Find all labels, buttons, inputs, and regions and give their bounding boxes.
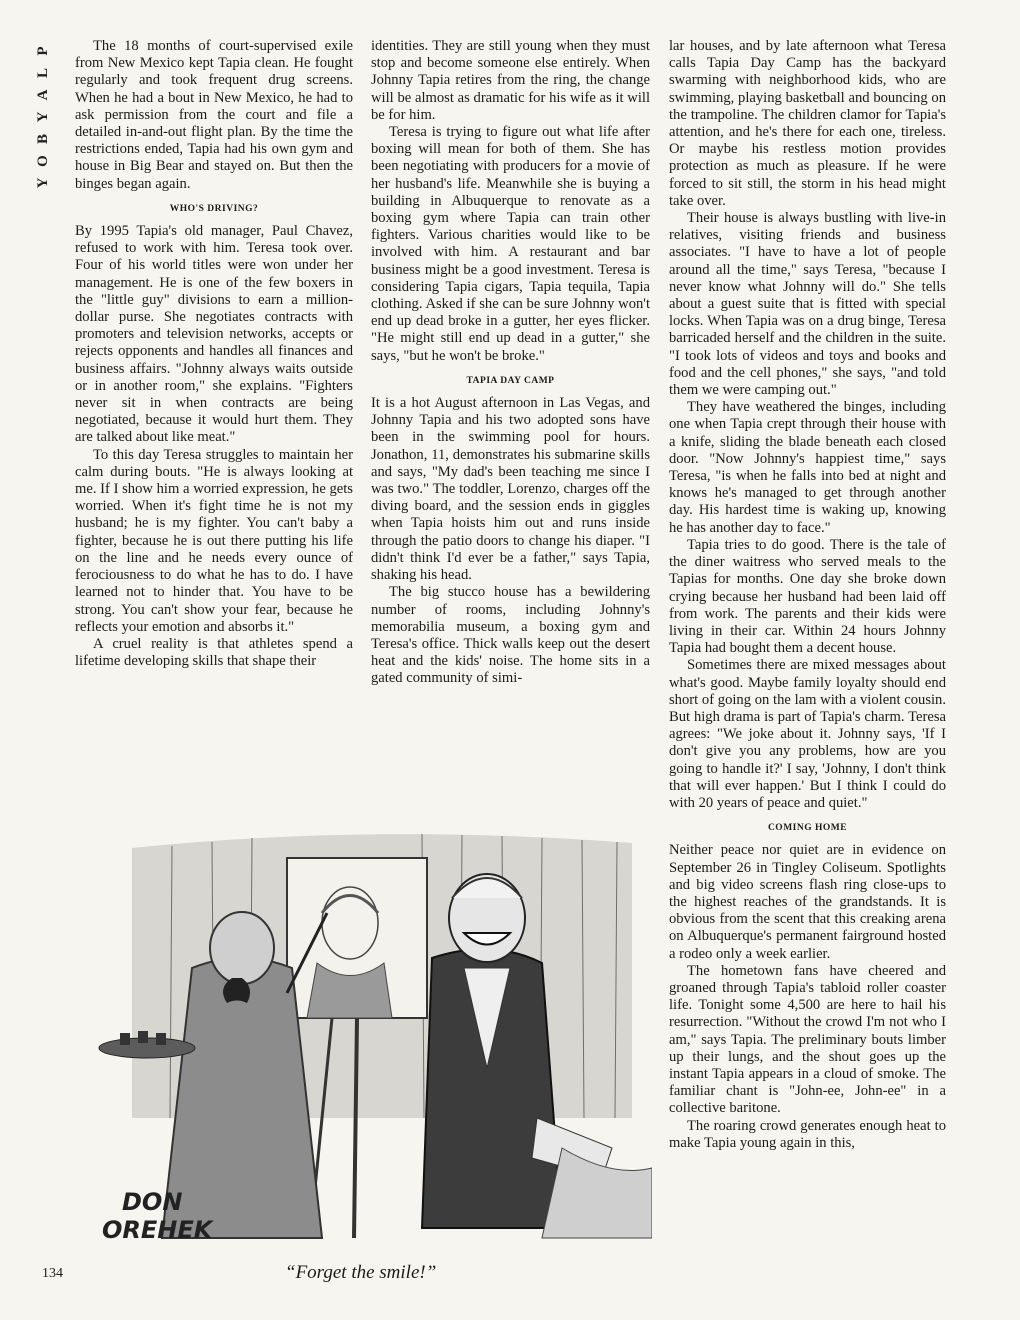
article-column-1 xyxy=(75,38,353,670)
logo-letter: O xyxy=(35,155,51,167)
paragraph: Tapia tries to do good. There is the tale of the diner waitress who served meals to the Tapias for months. One day she broke down crying because her husband had been laid off from work. The parents and their kids were living in their car. Within 24 hours Johnny Tapia had bought them a decent house. xyxy=(669,536,946,657)
paragraph: It is a hot August afternoon in Las Vegas, and Johnny Tapia and his two adopted sons have been in the swimming pool for hours. Jonathon, 11, demonstrates his submarine skills and says, "My dad's been teaching me since I was two." The toddler, Lorenzo, charges off the diving board, and the session ends in giggles when Tapia hoists him out and runs inside through the patio doors to change his diaper. "I didn't think I'd ever be a father," says Tapia, shaking his head. xyxy=(371,395,650,584)
cartoon-illustration xyxy=(92,818,652,1258)
logo-letter: L xyxy=(35,68,51,79)
section-heading: COMING HOME xyxy=(767,823,848,834)
playboy-vertical-logo xyxy=(34,40,58,194)
cartoon-caption: “Forget the smile!” xyxy=(285,1262,437,1283)
logo-letter: A xyxy=(35,89,51,101)
article-column-2 xyxy=(371,38,650,688)
paragraph: They have weathered the binges, including one when Tapia crept through their house with a knife, sliding the blade beneath each closed door. "Now Johnny's happiest time," says Teresa, "is when he falls into bed at night and knows he's managed to get through another day. His hardest time is waking up, knowing he has another day to face." xyxy=(669,399,946,536)
logo-letter: Y xyxy=(35,111,51,123)
paragraph: The 18 months of court-supervised exile from New Mexico kept Tapia clean. He fought regularly and took frequent drug screens. When he had a bout in New Mexico, he had to ask permission from the court and file a detailed in-and-out flight plan. By the time the restrictions ended, Tapia had his own gym and house in Big Bear and stayed on. But then the binges began again. xyxy=(75,38,353,192)
page-number: 134 xyxy=(42,1266,63,1281)
logo-letter: P xyxy=(35,46,51,56)
logo-letter: B xyxy=(35,134,51,145)
paragraph: lar houses, and by late afternoon what Teresa calls Tapia Day Camp has the backyard swarming with neighborhood kids, who are swimming, playing basketball and bouncing on the trampoline. The children clamor for Tapia's attention, and he's there for each one, tireless. Or maybe his restless motion provides protection as much as pleasure. If he were forced to sit still, the storm in his head might take over. xyxy=(669,38,946,209)
section-heading: WHO'S DRIVING? xyxy=(169,203,259,214)
paragraph: The big stucco house has a bewildering number of rooms, including Johnny's memorabilia museum, a boxing gym and Teresa's office. Thick walls keep out the desert heat and the kids' noise. The home sits in a gated community of simi- xyxy=(371,584,650,687)
paragraph: Teresa is trying to figure out what life after boxing will mean for both of them. She has been negotiating with producers for a movie of her husband's life. Meanwhile she is buying a building in Albuquerque to renovate as a boxing gym where Tapia can train other fighters. Various charities would like to be involved with him. A restaurant and bar business might be a good investment. Teresa is considering Tapia cigars, Tapia tequila, Tapia clothing. Asked if she can be sure Johnny won't end up dead broke in a gutter, her eyes flicker. "He might still end up dead in a gutter," she says, "but he won't be broke." xyxy=(371,124,650,364)
paragraph: Neither peace nor quiet are in evidence on September 26 in Tingley Coliseum. Spotlights and big video screens flash ring close-ups to the highest reaches of the grandstands. It is obvious from the scent that this creaking arena on Albuquerque's permanent fairground hosted a rodeo only a week earlier. xyxy=(669,842,946,962)
paragraph: By 1995 Tapia's old manager, Paul Chavez, refused to work with him. Teresa took over. Four of his world titles were won under her management. He is one of the few boxers in the "little guy" divisions to earn a million-dollar purse. She negotiates contracts with promoters and television networks, accepts or rejects opponents and handles all finances and business affairs. "Johnny always waits outside or in another room," she explains. "Fighters never sit in when contracts are being negotiated, because it would hurt them. They are talked about like meat." xyxy=(75,223,353,446)
paragraph: To this day Teresa struggles to maintain her calm during bouts. "He is always looking at me. If I show him a worried expression, he gets worried. When it's fight time he is not my husband; he is my fighter. You can't baby a fighter, because he is out there putting his life on the line and he needs every ounce of ferociousness to do what he has to do. I have learned not to hinder that. You have to be strong. You can't show your fear, because he reflects your emotion and absorbs it." xyxy=(75,446,353,635)
article-column-3 xyxy=(669,38,946,1152)
paragraph: identities. They are still young when they must stop and become someone else entirely. When Johnny Tapia retires from the ring, the change will be almost as dramatic for his wife as it will be for him. xyxy=(371,38,650,123)
paragraph: The hometown fans have cheered and groaned through Tapia's tabloid roller coaster life. Tonight some 4,500 are here to hail his resurrection. "Without the crowd I'm not who I am," says Tapia. The preliminary bouts limber up their lungs, and the shout goes up the instant Tapia appears in a cloud of smoke. The familiar chant is "John-ee, John-ee" in a collective baritone. xyxy=(669,962,946,1117)
logo-letter: Y xyxy=(35,177,51,189)
paragraph: A cruel reality is that athletes spend a lifetime developing skills that shape their xyxy=(75,635,353,670)
section-heading: TAPIA DAY CAMP xyxy=(466,375,555,386)
paragraph: The roaring crowd generates enough heat to make Tapia young again in this, xyxy=(669,1117,946,1151)
signature-line: OREHEK xyxy=(102,1216,213,1244)
signature-line: DON xyxy=(122,1188,183,1216)
paragraph: Their house is always bustling with live-in relatives, visiting friends and business associates. "I have to have a lot of people around all the time," says Teresa, "because I never know what Johnny will do." She tells about a guest suite that is fitted with special locks. When Tapia was on a drug binge, Teresa barricaded herself and the children in the suite. "I took lots of videos and toys and books and food and the cell phones," she says, "and told them we were camping out." xyxy=(669,210,946,399)
paragraph: Sometimes there are mixed messages about what's good. Maybe family loyalty should end short of going on the lam with a violent cousin. But high drama is part of Tapia's charm. Teresa agrees: "We joke about it. Johnny says, 'If I don't give you any problems, how are you going to handle it?' I say, 'Johnny, I don't think that will ever happen.' But I think I could do with 20 years of peace and quiet." xyxy=(669,657,946,811)
